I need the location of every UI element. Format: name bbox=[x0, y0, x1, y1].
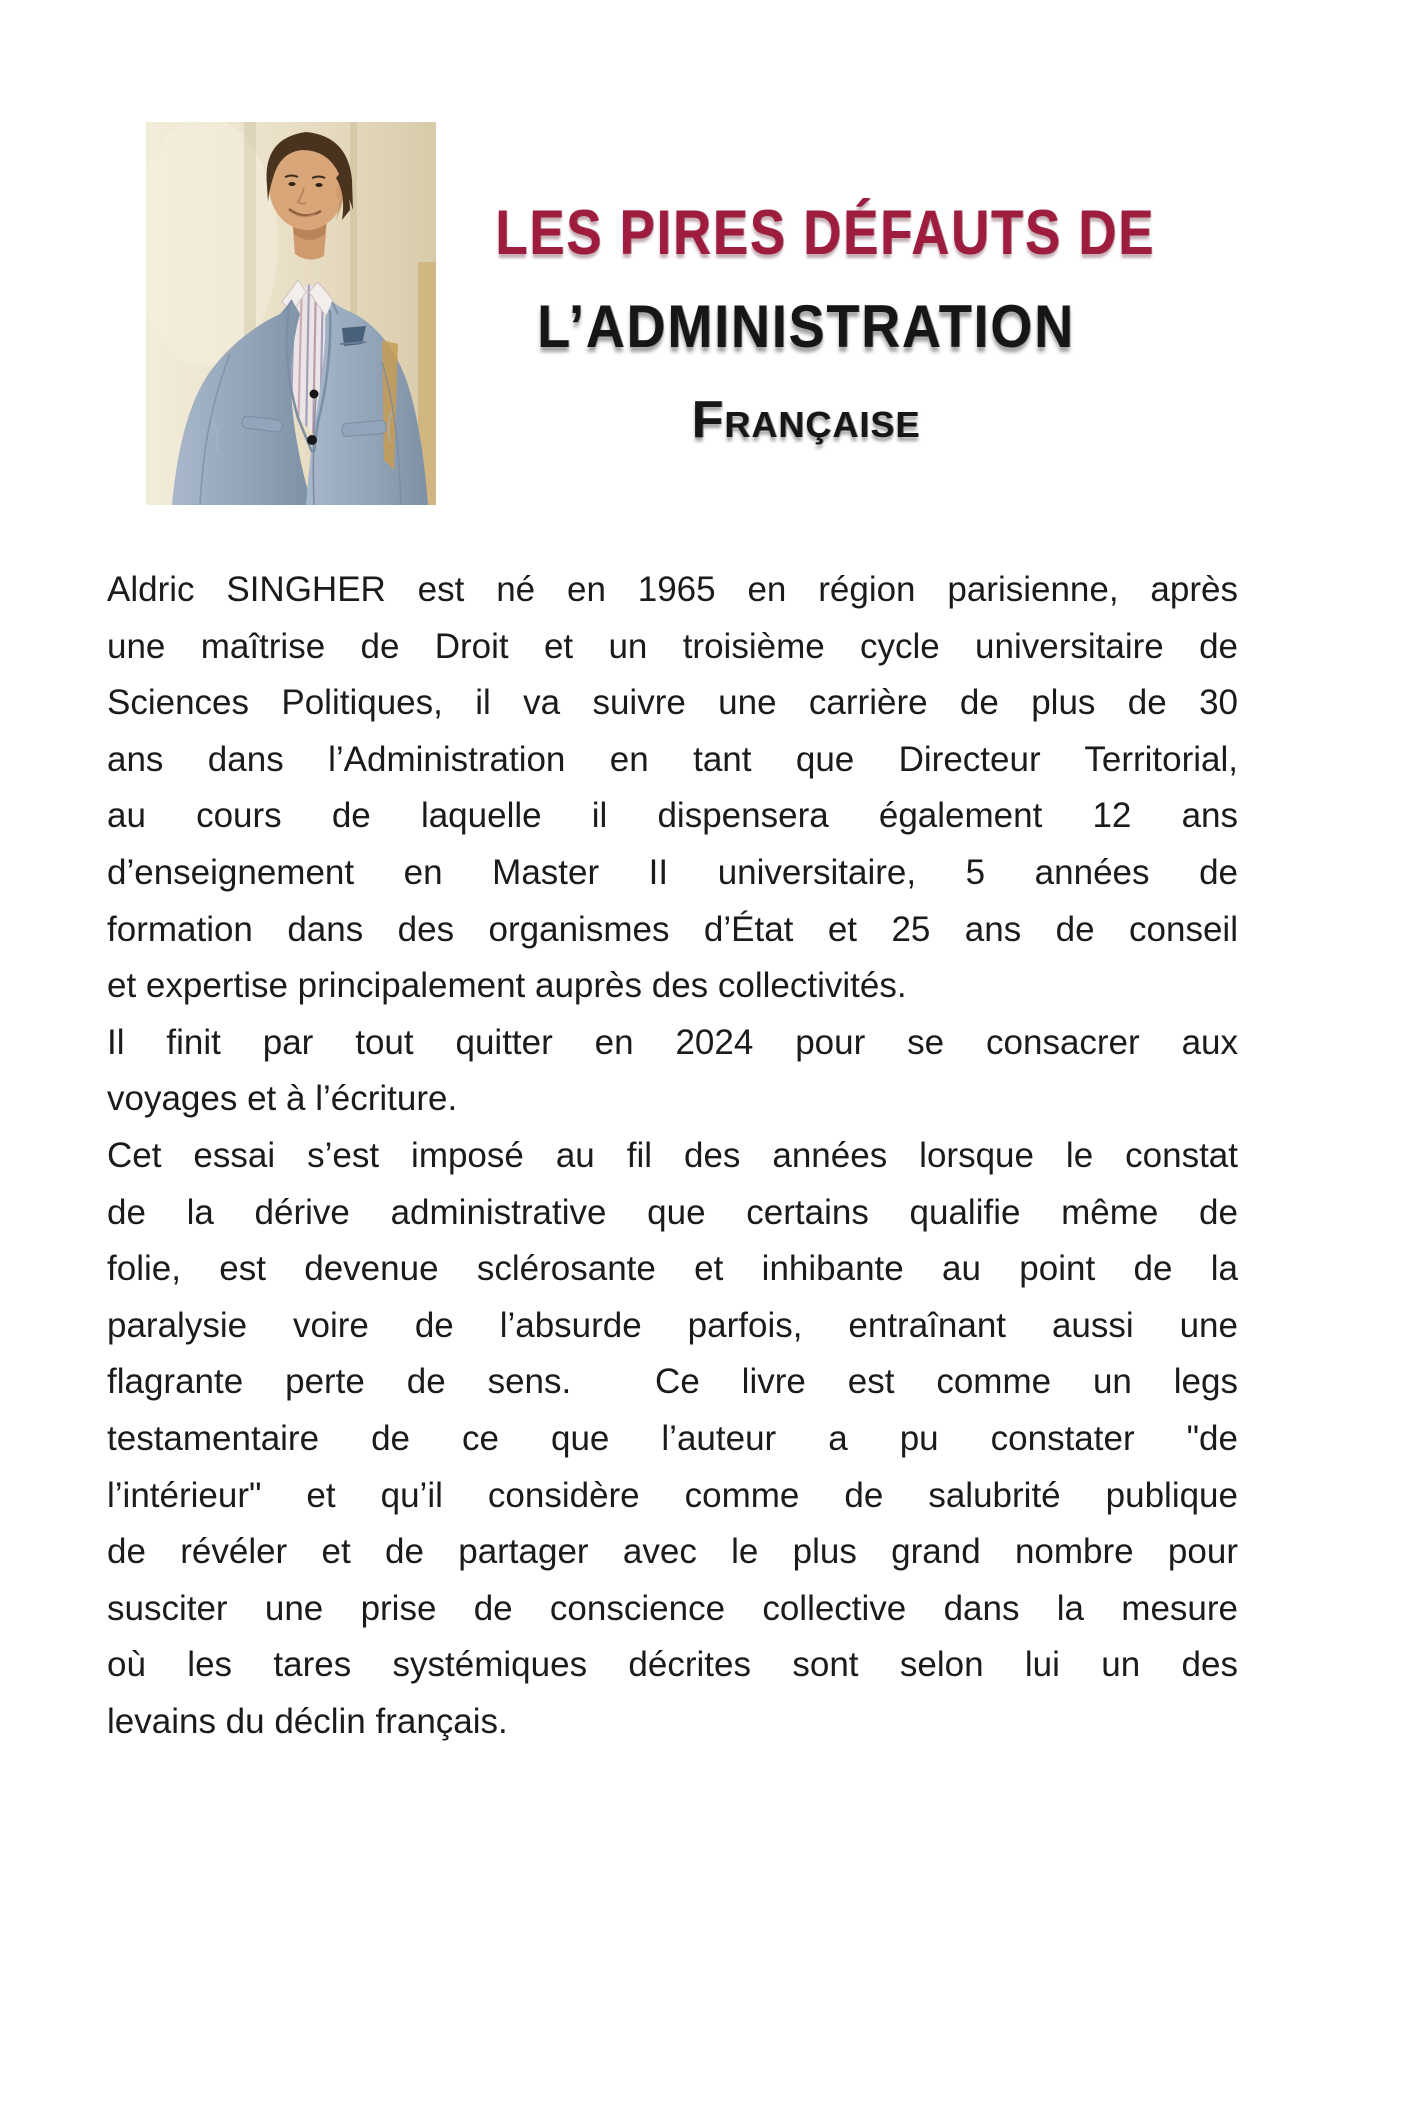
bio-line: Cet essai s’est imposé au fil des années lorsque le constat bbox=[107, 1135, 1238, 1175]
bio-line: ans dans l’Administration en tant que Directeur Territorial, bbox=[107, 739, 1238, 779]
author-photo bbox=[146, 122, 436, 505]
bio-line: testamentaire de ce que l’auteur a pu constater "de bbox=[107, 1418, 1238, 1458]
bio-line: de la dérive administrative que certains qualifie même de bbox=[107, 1192, 1238, 1232]
bio-line: d’enseignement en Master II universitaire, 5 années de bbox=[107, 852, 1238, 892]
bio-line: formation dans des organismes d’État et 25 ans de conseil bbox=[107, 909, 1238, 949]
bio-text bbox=[107, 562, 1238, 1750]
title-line-2: L’ADMINISTRATION bbox=[537, 293, 1075, 360]
author-photo-image bbox=[146, 122, 436, 505]
bio-line: où les tares systémiques décrites sont selon lui un des bbox=[107, 1645, 1238, 1685]
bio-line: l’intérieur" et qu’il considère comme de salubrité publique bbox=[107, 1475, 1238, 1515]
bio-line: flagrante perte de sens. Ce livre est comme un legs bbox=[107, 1362, 1238, 1402]
bio-line: levains du déclin français. bbox=[107, 1701, 508, 1741]
bio-line: au cours de laquelle il dispensera également 12 ans bbox=[107, 796, 1238, 836]
bio-line: une maîtrise de Droit et un troisième cycle universitaire de bbox=[107, 626, 1238, 666]
bio-line: paralysie voire de l’absurde parfois, entraînant aussi une bbox=[107, 1305, 1238, 1345]
title-line-1: LES PIRES DÉFAUTS DE bbox=[495, 198, 1156, 268]
bio-line: et expertise principalement auprès des collectivités. bbox=[107, 966, 907, 1006]
book-title bbox=[436, 186, 1176, 466]
bio-line: Aldric SINGHER est né en 1965 en région parisienne, après bbox=[107, 570, 1238, 609]
bio-line: folie, est devenue sclérosante et inhibante au point de la bbox=[107, 1249, 1238, 1289]
bio-line: voyages et à l’écriture. bbox=[107, 1079, 458, 1119]
bio-line: de révéler et de partager avec le plus grand nombre pour bbox=[107, 1532, 1238, 1572]
title-line-3: Française bbox=[691, 391, 921, 449]
bio-line: susciter une prise de conscience collective dans la mesure bbox=[107, 1588, 1238, 1628]
bio-line: Il finit par tout quitter en 2024 pour se consacrer aux bbox=[107, 1022, 1238, 1062]
bio-line: Sciences Politiques, il va suivre une carrière de plus de 30 bbox=[107, 683, 1238, 723]
